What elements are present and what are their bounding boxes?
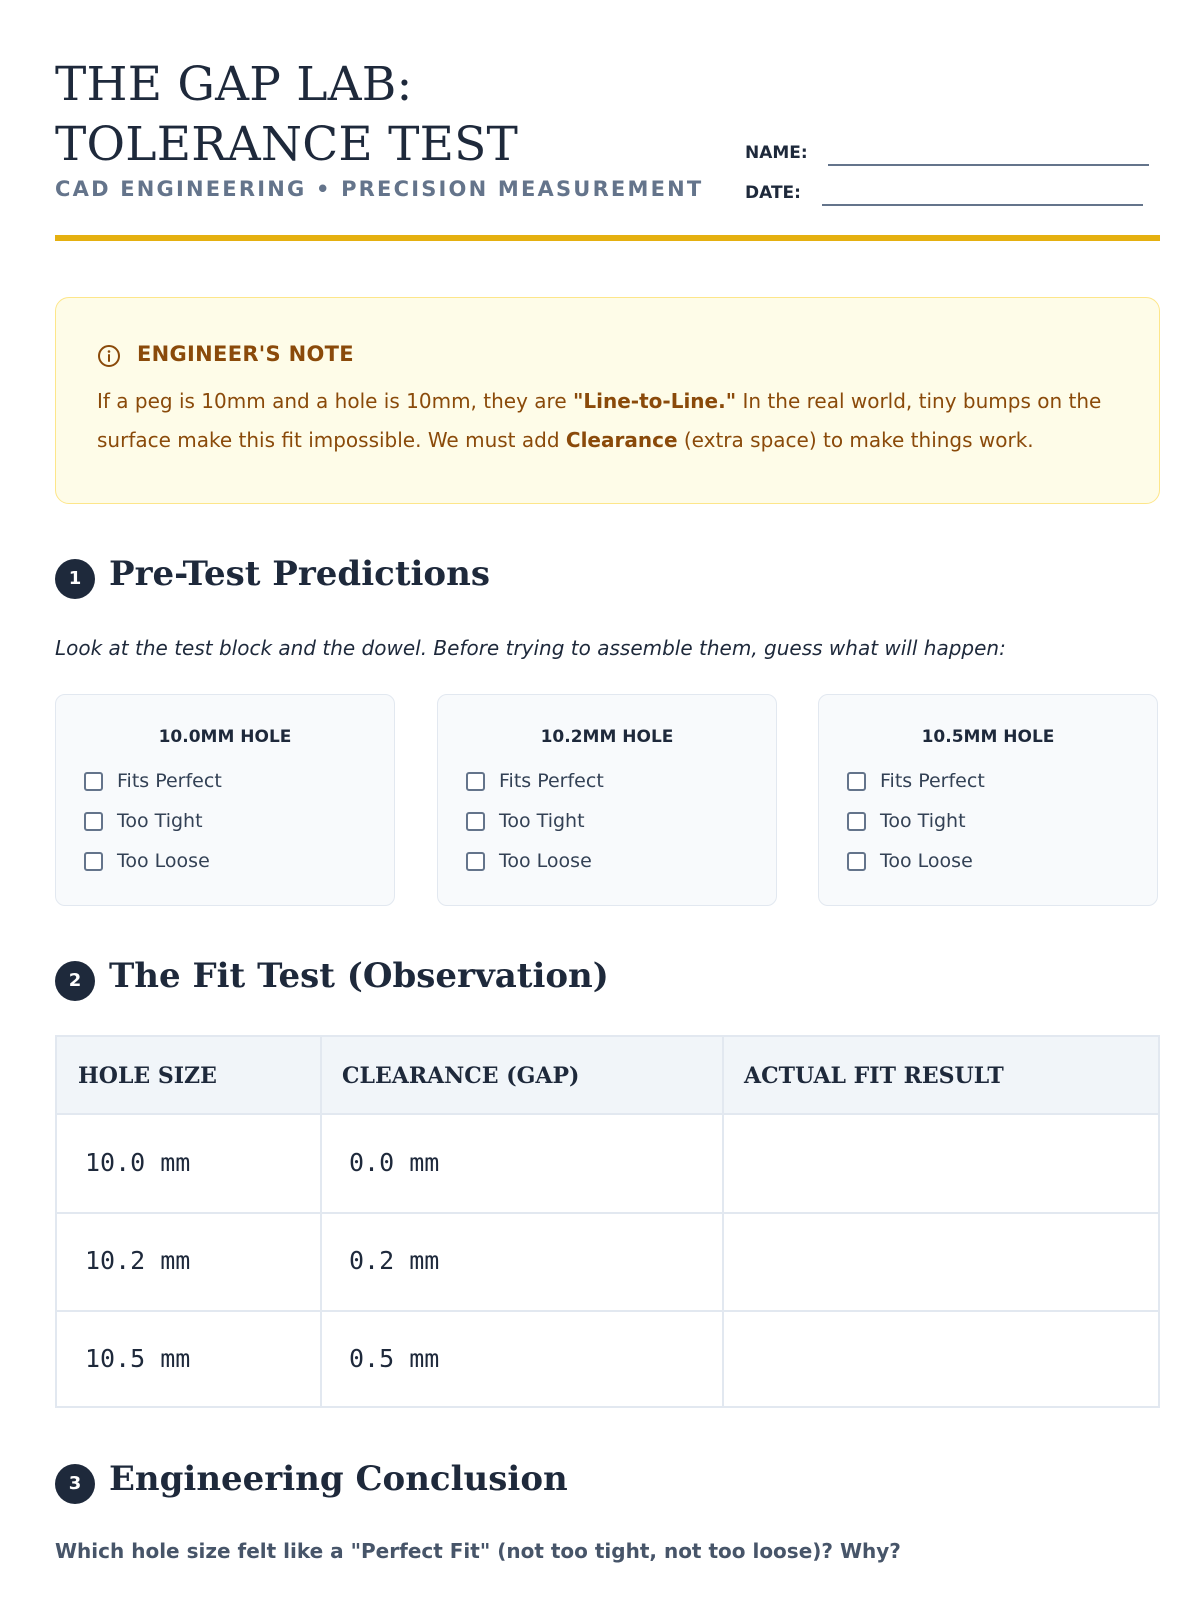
column-header: CLEARANCE (GAP) [321, 1037, 723, 1115]
header-divider [55, 235, 1160, 241]
info-circle-icon [97, 344, 121, 368]
date-label: DATE: [745, 183, 801, 203]
checkbox-label: Fits Perfect [499, 770, 604, 792]
column-divider [320, 1037, 322, 1406]
fit-test-table [55, 1035, 1160, 1408]
note-body: If a peg is 10mm and a hole is 10mm, they are "Line-to-Line." In the real world, tiny bumps on the surface make this fit impossible. We must add Clearance (extra space) to make things work. [97, 389, 1102, 452]
name-label: NAME: [745, 143, 808, 163]
table-cell-clearance: 0.0 mm [349, 1148, 440, 1177]
checkbox[interactable] [84, 812, 103, 831]
checkbox[interactable] [84, 772, 103, 791]
checkbox-label: Fits Perfect [880, 770, 985, 792]
fit-result-cell[interactable] [724, 1117, 1156, 1211]
note-bold-term: Clearance [565, 428, 678, 452]
section-title: Engineering Conclusion [109, 1459, 568, 1499]
table-cell-hole-size: 10.2 mm [85, 1246, 191, 1275]
conclusion-question: Which hole size felt like a "Perfect Fit" (not too tight, not too loose)? Why? [55, 1539, 901, 1563]
page-subtitle: CAD ENGINEERING • PRECISION MEASUREMENT [55, 177, 704, 201]
checkbox[interactable] [466, 812, 485, 831]
column-header: HOLE SIZE [57, 1037, 321, 1115]
note-bold-term: "Line-to-Line." [572, 389, 737, 413]
table-cell-clearance: 0.2 mm [349, 1246, 440, 1275]
table-cell-hole-size: 10.5 mm [85, 1344, 191, 1373]
card-title: 10.5MM HOLE [921, 727, 1055, 747]
checkbox[interactable] [847, 852, 866, 871]
checkbox[interactable] [466, 772, 485, 791]
card-title: 10.0MM HOLE [158, 727, 292, 747]
checkbox-label: Too Tight [880, 810, 966, 832]
date-field[interactable] [822, 204, 1143, 206]
name-field[interactable] [828, 164, 1149, 166]
prediction-card [55, 694, 395, 906]
engineers-note-callout [55, 297, 1160, 504]
checkbox-label: Too Loose [117, 850, 210, 872]
checkbox-label: Fits Perfect [117, 770, 222, 792]
section-number-badge: 3 [55, 1464, 95, 1504]
section-title: The Fit Test (Observation) [109, 956, 609, 996]
checkbox[interactable] [466, 852, 485, 871]
checkbox-label: Too Loose [499, 850, 592, 872]
note-title: ENGINEER'S NOTE [137, 342, 354, 366]
section-number-badge: 1 [55, 559, 95, 599]
section-title: Pre-Test Predictions [109, 554, 490, 594]
column-header: ACTUAL FIT RESULT [723, 1037, 1158, 1115]
worksheet-header [55, 55, 1160, 245]
section-number-badge: 2 [55, 961, 95, 1001]
page-title: THE GAP LAB: TOLERANCE TEST [55, 57, 519, 172]
table-cell-hole-size: 10.0 mm [85, 1148, 191, 1177]
checkbox-label: Too Tight [117, 810, 203, 832]
checkbox[interactable] [847, 812, 866, 831]
fit-result-cell[interactable] [724, 1312, 1156, 1406]
fit-result-cell[interactable] [724, 1214, 1156, 1309]
table-cell-clearance: 0.5 mm [349, 1344, 440, 1373]
prediction-card [437, 694, 777, 906]
checkbox[interactable] [847, 772, 866, 791]
prediction-card [818, 694, 1158, 906]
prediction-instructions: Look at the test block and the dowel. Before trying to assemble them, guess what will happen: [55, 636, 1006, 660]
card-title: 10.2MM HOLE [540, 727, 674, 747]
checkbox[interactable] [84, 852, 103, 871]
checkbox-label: Too Loose [880, 850, 973, 872]
checkbox-label: Too Tight [499, 810, 585, 832]
